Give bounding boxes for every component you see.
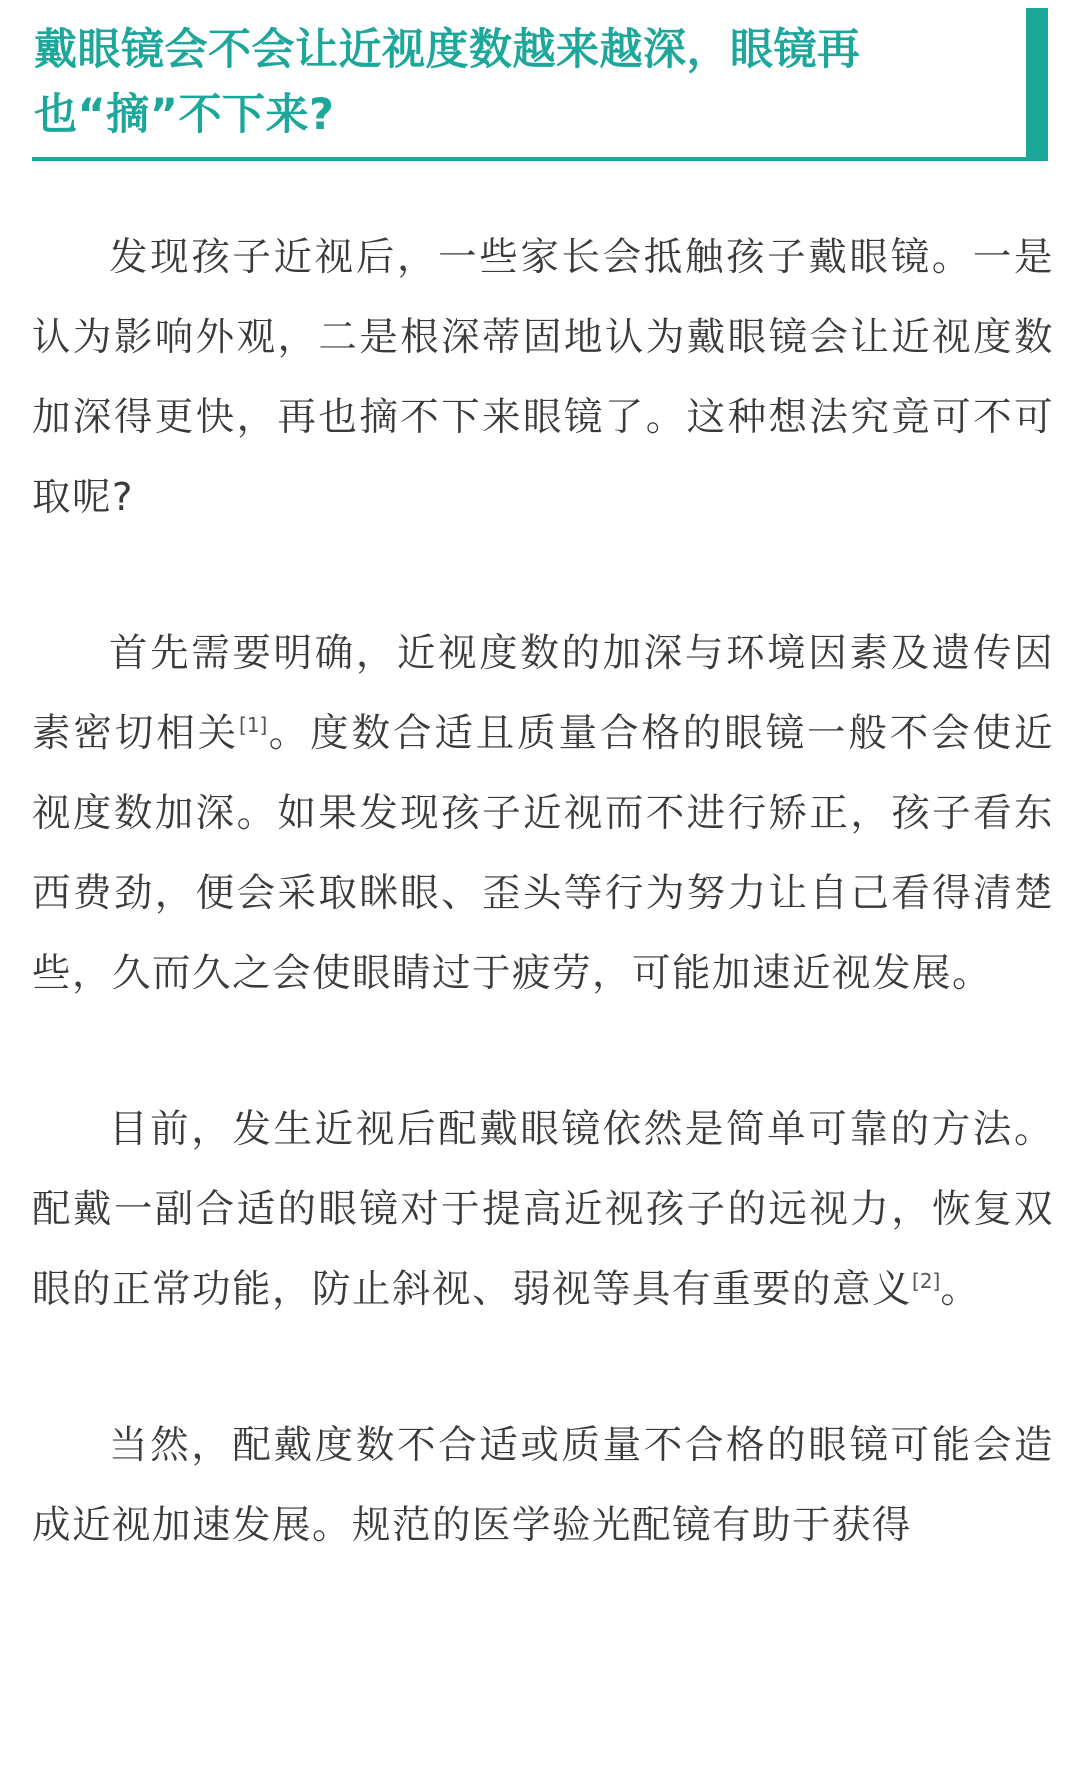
header-accent-bar (1026, 8, 1048, 157)
paragraph-4 (32, 1406, 1054, 1566)
paragraph-4-text: 当然，配戴度数不合适或质量不合格的眼镜可能会造成近视加速发展。规范的医学验光配镜有助于获得 (32, 1423, 1054, 1548)
paragraph-2 (32, 614, 1054, 1014)
paragraph-2-text-end: 。度数合适且质量合格的眼镜一般不会使近视度数加深。如果发现孩子近视而不进行矫正，孩子看东西费劲，便会采取眯眼、歪头等行为努力让自己看得清楚些，久而久之会使眼睛过于疲劳，可能加速近视发展。 (32, 711, 1054, 996)
paragraph-1-text: 发现孩子近视后，一些家长会抵触孩子戴眼镜。一是认为影响外观，二是根深蒂固地认为戴眼镜会让近视度数加深得更快，再也摘不下来眼镜了。这种想法究竟可不可取呢? (32, 235, 1054, 520)
article-body (32, 218, 1054, 1642)
paragraph-1 (32, 218, 1054, 538)
paragraph-3-text-end: 。 (940, 1267, 981, 1312)
reference-marker-2[interactable]: [2] (912, 1269, 941, 1294)
reference-marker-1[interactable]: [1] (239, 713, 268, 738)
section-title: 戴眼镜会不会让近视度数越来越深，眼镜再也“摘”不下来? (34, 25, 861, 140)
paragraph-3 (32, 1090, 1054, 1330)
paragraph-3-text-start: 目前，发生近视后配戴眼镜依然是简单可靠的方法。配戴一副合适的眼镜对于提高近视孩子的远视力，恢复双眼的正常功能，防止斜视、弱视等具有重要的意义 (32, 1107, 1054, 1312)
section-header (32, 0, 1048, 161)
paragraph-2-text-start: 首先需要明确，近视度数的加深与环境因素及遗传因素密切相关 (32, 631, 1054, 756)
